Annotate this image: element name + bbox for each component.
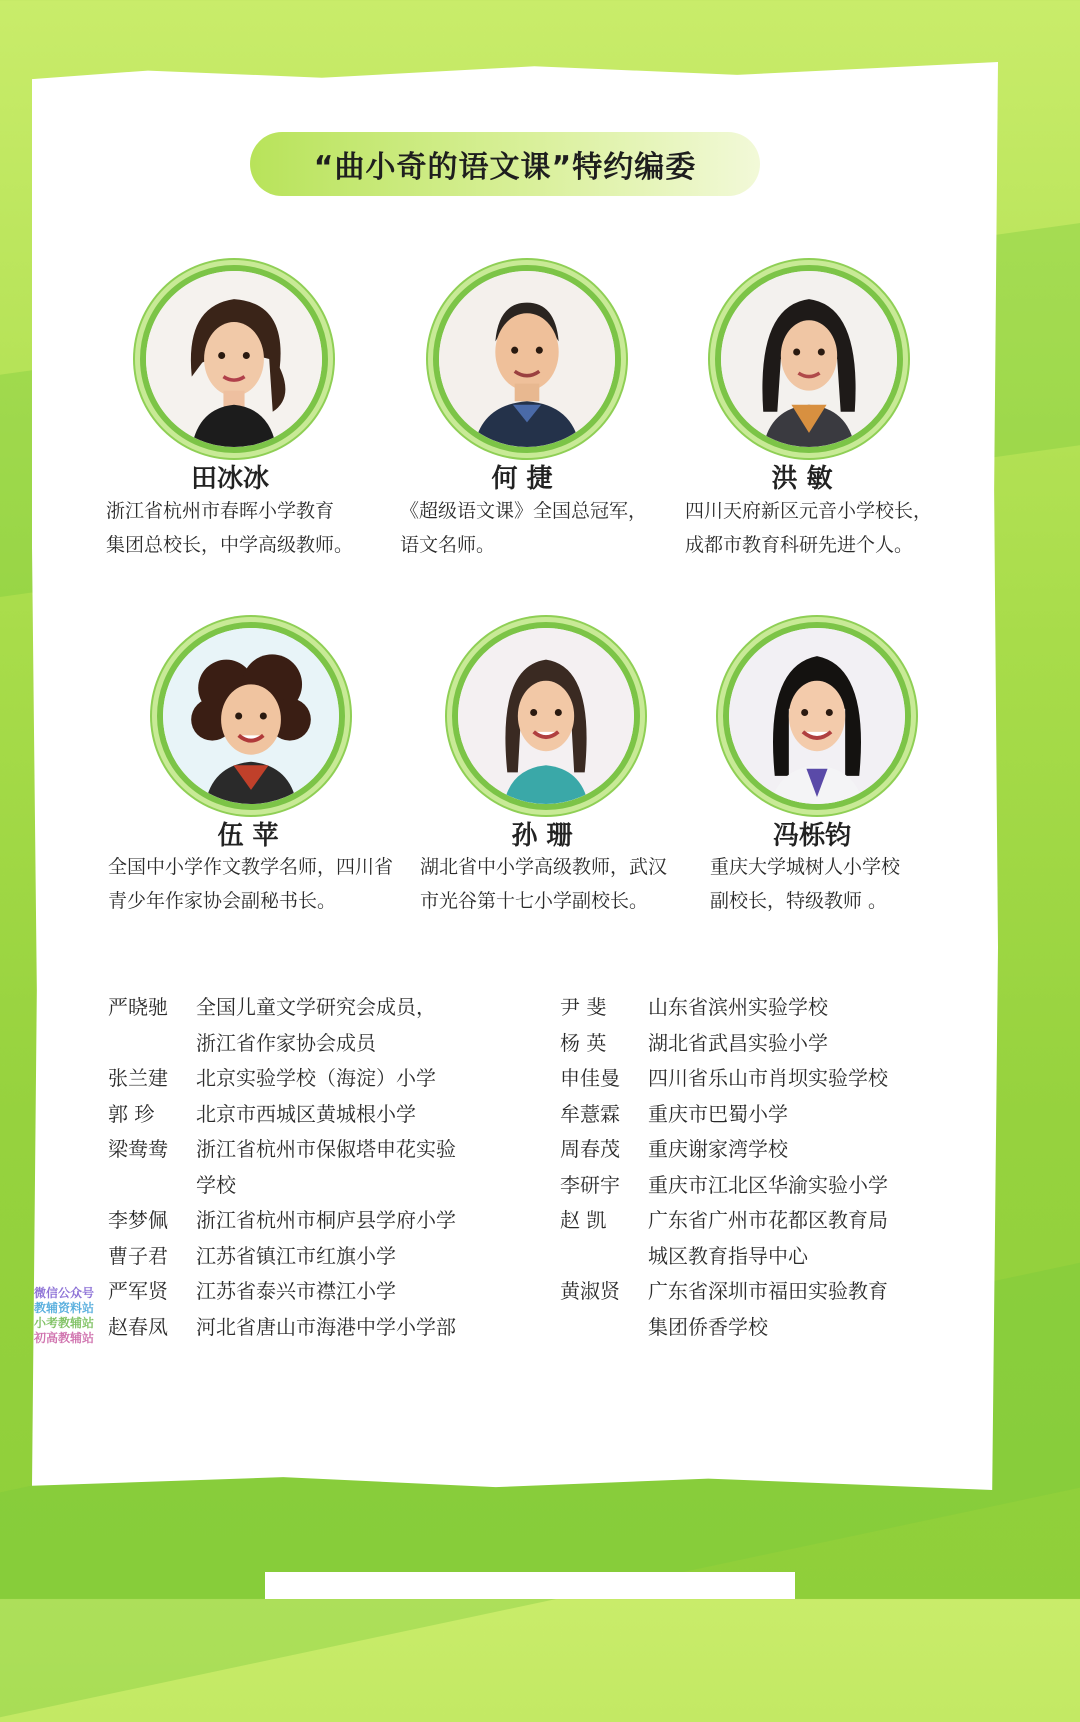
portrait-feng-lijun [723, 622, 911, 810]
committee-entry-continued: 集团侨香学校 [648, 1314, 768, 1339]
portrait-sun-shan [452, 622, 640, 810]
committee-entry: 申佳曼 四川省乐山市肖坝实验学校 [560, 1066, 888, 1090]
editor-description: 重庆大学城树人小学校 副校长，特级教师 。 [710, 856, 901, 912]
title-banner [250, 132, 760, 196]
portrait-illustration [146, 271, 322, 447]
portrait-illustration [721, 271, 897, 447]
committee-entry: 严军贤 江苏省泰兴市襟江小学 [108, 1279, 396, 1303]
page-title: “曲小奇的语文课”特约编委 [313, 150, 697, 185]
committee-list-right [560, 990, 948, 1345]
editor-description: 《超级语文课》全国总冠军， 语文名师。 [400, 500, 648, 556]
committee-entry-continued: 城区教育指导中心 [648, 1243, 808, 1268]
committee-entry: 李梦佩 浙江省杭州市桐庐县学府小学 [108, 1208, 456, 1232]
committee-entry: 杨 英 湖北省武昌实验小学 [560, 1030, 828, 1055]
committee-entry: 郭 珍 北京市西城区黄城根小学 [108, 1101, 416, 1126]
portrait-illustration [439, 271, 615, 447]
bottom-paper-tab [265, 1572, 795, 1599]
watermark: 微信公众号 教辅资料站 小考教辅站 初高教辅站 [34, 1286, 95, 1345]
editor-name: 田冰冰 [190, 464, 269, 494]
editor-name: 伍 苹 [217, 821, 279, 851]
portrait-wu-ping [157, 622, 345, 810]
editor-name: 冯栎钧 [772, 821, 851, 851]
portrait-he-jie [433, 265, 621, 453]
editor-description: 四川天府新区元音小学校长， 成都市教育科研先进个人。 [685, 500, 933, 556]
editor-description: 全国中小学作文教学名师，四川省 青少年作家协会副秘书长。 [108, 856, 394, 912]
committee-entry: 牟薏霖 重庆市巴蜀小学 [560, 1101, 788, 1126]
portrait-illustration [729, 628, 905, 804]
committee-entry: 李研宇 重庆市江北区华渝实验小学 [560, 1172, 888, 1197]
committee-entry: 张兰建 北京实验学校（海淀）小学 [108, 1066, 436, 1090]
editor-description: 浙江省杭州市春晖小学教育 集团总校长，中学高级教师。 [106, 500, 354, 556]
portrait-hong-min [715, 265, 903, 453]
committee-list-left [108, 990, 496, 1345]
committee-entry: 黄淑贤 广东省深圳市福田实验教育 [560, 1279, 888, 1303]
portrait-illustration [163, 628, 339, 804]
committee-entry: 赵春凤 河北省唐山市海港中学小学部 [108, 1314, 456, 1339]
editor-name: 孙 珊 [511, 821, 573, 851]
editor-name: 何 捷 [491, 464, 553, 494]
editor-name: 洪 敏 [771, 464, 833, 494]
committee-entry: 周春茂 重庆谢家湾学校 [560, 1137, 788, 1161]
portrait-illustration [458, 628, 634, 804]
committee-entry-continued: 浙江省作家协会成员 [196, 1030, 376, 1055]
committee-entry: 赵 凯 广东省广州市花都区教育局 [560, 1208, 888, 1232]
editor-description: 湖北省中小学高级教师，武汉 市光谷第十七小学副校长。 [420, 856, 668, 912]
committee-entry: 严晓驰 全国儿童文学研究会成员， [108, 995, 436, 1019]
committee-entry: 尹 斐 山东省滨州实验学校 [560, 995, 828, 1019]
portrait-tian-bingbing [140, 265, 328, 453]
committee-entry: 梁鸯鸯 浙江省杭州市保俶塔申花实验 [108, 1137, 456, 1161]
committee-entry: 曹子君 江苏省镇江市红旗小学 [108, 1243, 396, 1268]
committee-entry-continued: 学校 [196, 1172, 236, 1197]
